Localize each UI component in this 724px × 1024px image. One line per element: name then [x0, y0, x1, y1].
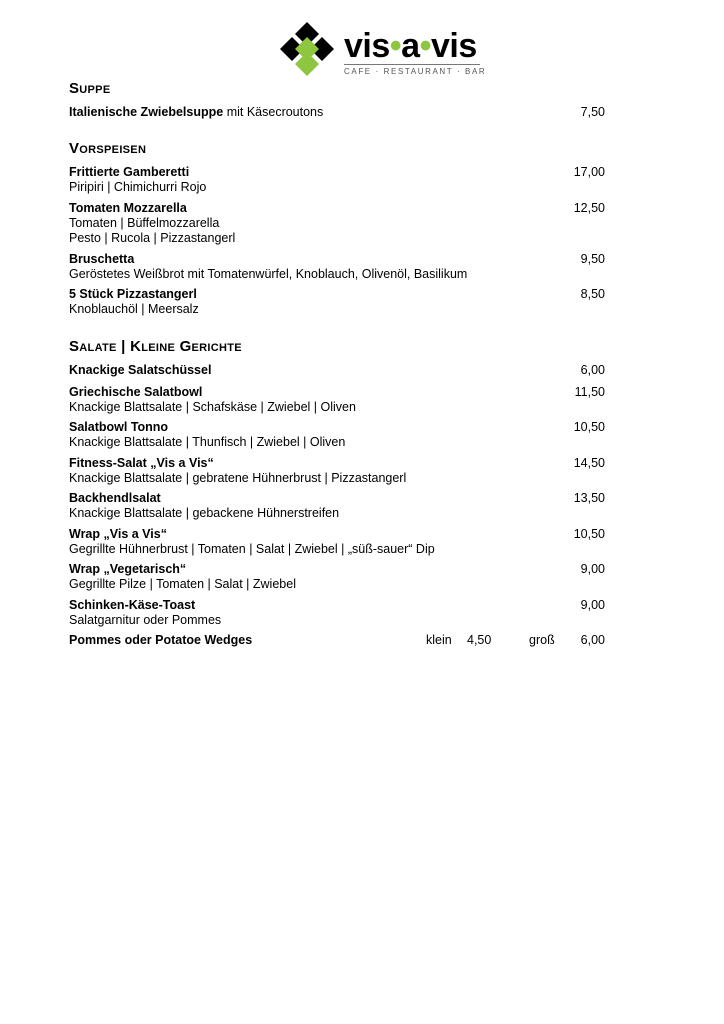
item-description: Knackige Blattsalate | gebratene Hühnerbrust | Pizzastangerl: [69, 470, 407, 485]
item-description: Knoblauchöl | Meersalz: [69, 302, 199, 316]
menu-item: [69, 526, 609, 558]
menu-item: [69, 561, 609, 593]
size-large-price: 6,00: [580, 633, 605, 647]
section-title: Suppe: [69, 80, 111, 97]
item-description: Gegrillte Pilze | Tomaten | Salat | Zwiebel: [69, 577, 296, 591]
item-price: 9,00: [580, 562, 605, 576]
item-price: 14,50: [573, 455, 605, 470]
menu-item: [69, 597, 609, 629]
item-description: Piripiri | Chimichurri Rojo: [69, 180, 207, 194]
item-description: Knackige Blattsalate | Thunfisch | Zwiebel | Oliven: [69, 435, 346, 449]
item-name: Pommes oder Potatoe Wedges: [69, 633, 253, 647]
section-title: Vorspeisen: [69, 140, 147, 157]
item-description: Knackige Blattsalate | gebackene Hühnerstreifen: [69, 506, 340, 520]
item-name: 5 Stück Pizzastangerl: [69, 287, 197, 301]
item-price: 8,50: [580, 287, 605, 301]
item-price: 9,00: [580, 597, 605, 612]
item-price: 6,00: [580, 362, 605, 377]
logo-wordmark: vis•a•vis: [344, 27, 477, 65]
logo: [276, 20, 486, 80]
item-name: Schinken-Käse-Toast: [69, 597, 196, 612]
item-name: Backhendlsalat: [69, 491, 161, 505]
menu-item: [69, 104, 609, 120]
menu-item: [69, 286, 609, 318]
item-name: Griechische Salatbowl: [69, 384, 203, 399]
item-description: Salatgarnitur oder Pommes: [69, 612, 222, 627]
item-description: Tomaten | Büffelmozzarella: [69, 215, 220, 230]
menu-item: [69, 200, 609, 247]
item-name: Bruschetta: [69, 251, 135, 266]
item-description: Knackige Blattsalate | Schafskäse | Zwiebel | Oliven: [69, 399, 356, 414]
menu-item: [69, 384, 609, 416]
menu-item: [69, 419, 609, 451]
logo-diamond-icon: [276, 20, 338, 80]
size-small-price: 4,50: [467, 633, 492, 647]
item-name: Wrap „Vegetarisch“: [69, 562, 187, 576]
item-price: 7,50: [580, 105, 605, 119]
size-large-label: groß: [529, 633, 555, 647]
item-price: 11,50: [574, 384, 605, 399]
logo-tagline: CAFE · RESTAURANT · BAR: [344, 64, 480, 76]
section-suppe: [69, 78, 609, 120]
item-description: Pesto | Rucola | Pizzastangerl: [69, 231, 236, 245]
menu-item-pommes: [69, 632, 609, 648]
section-vorspeisen: [69, 138, 609, 318]
menu-item: [69, 251, 609, 283]
item-price: 10,50: [573, 420, 605, 434]
menu-content: [69, 78, 609, 662]
menu-item: [69, 455, 609, 487]
menu-item: [69, 490, 609, 522]
item-name: Tomaten Mozzarella: [69, 200, 187, 215]
item-name: Fitness-Salat „Vis a Vis“: [69, 455, 214, 470]
item-name: Wrap „Vis a Vis“: [69, 526, 167, 541]
item-price: 9,50: [580, 251, 605, 266]
item-price: 12,50: [573, 200, 605, 215]
item-name: Frittierte Gamberetti: [69, 165, 190, 179]
item-price: 13,50: [573, 491, 605, 505]
item-price: 17,00: [573, 165, 605, 179]
menu-item: [69, 164, 609, 196]
item-description: Geröstetes Weißbrot mit Tomatenwürfel, Knoblauch, Olivenöl, Basilikum: [69, 266, 468, 281]
item-price: 10,50: [573, 526, 605, 541]
item-description: Gegrillte Hühnerbrust | Tomaten | Salat | Zwiebel | „süß-sauer“ Dip: [69, 541, 435, 556]
section-title: Salate | Kleine Gerichte: [69, 337, 242, 355]
item-name: Knackige Salatschüssel: [69, 362, 212, 377]
item-name: Salatbowl Tonno: [69, 420, 169, 434]
item-name-extra: mit Käsecroutons: [223, 105, 324, 119]
section-salate: [69, 336, 609, 649]
size-small-label: klein: [426, 633, 452, 647]
menu-item: [69, 362, 609, 378]
item-name: Italienische Zwiebelsuppe: [69, 105, 224, 119]
